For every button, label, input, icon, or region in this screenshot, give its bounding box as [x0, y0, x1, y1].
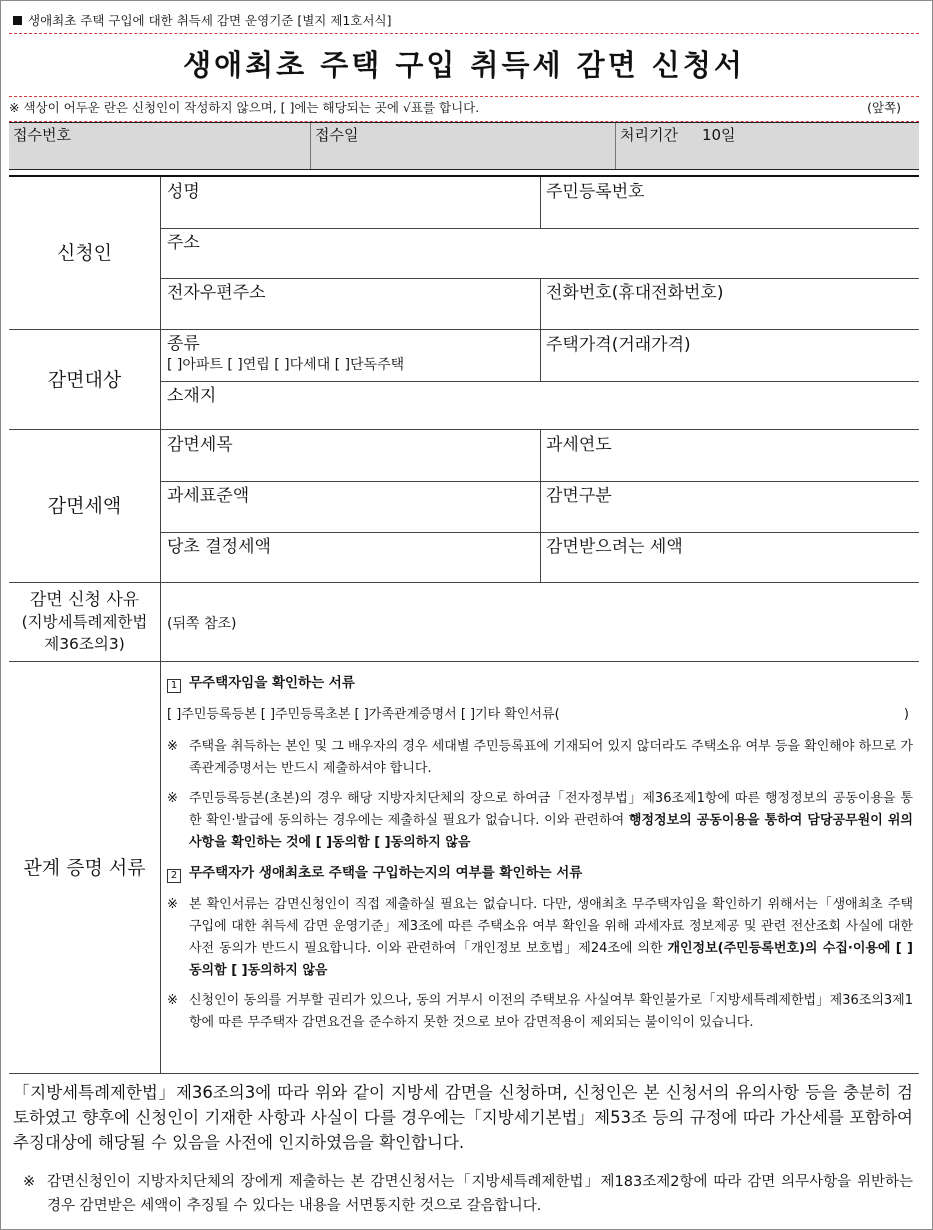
receipt-date-field — [311, 123, 616, 169]
form-reference — [9, 11, 919, 34]
processing-period-value: 10일 — [701, 126, 736, 144]
target-label: 감면대상 — [9, 330, 161, 429]
reason-label — [9, 583, 161, 661]
note1-text: 주택을 취득하는 본인 및 그 배우자의 경우 세대별 주민등록표에 기재되어 있지 않더라도 주택소유 여부 등을 확인해야 하므로 가족관계증명서는 반드시 제출하셔야 합니다. — [189, 739, 913, 776]
tax-year-field[interactable] — [540, 430, 919, 481]
location-field[interactable] — [161, 381, 919, 430]
requested-tax-field[interactable] — [540, 532, 919, 583]
processing-period-label: 처리기간 — [620, 126, 678, 144]
documents-section — [9, 662, 919, 1073]
note-mark: ※ — [167, 897, 178, 912]
kind-label: 종류 — [167, 334, 200, 354]
location-label: 소재지 — [167, 386, 217, 406]
receipt-date-label: 접수일 — [315, 126, 359, 144]
section2-heading — [167, 862, 913, 884]
receipt-number-label: 접수번호 — [13, 126, 71, 144]
page-title: 생애최초 주택 구입 취득세 감면 신청서 — [183, 48, 745, 82]
email-field[interactable] — [161, 278, 540, 330]
documents-content — [161, 662, 919, 1042]
kind-field — [161, 330, 540, 381]
side-label: (앞쪽) — [867, 100, 901, 115]
form-reference-text: 생애최초 주택 구입에 대한 취득세 감면 운영기준 [별지 제1호서식] — [28, 13, 392, 28]
requested-tax-label: 감면받으려는 세액 — [546, 537, 683, 557]
processing-period-field — [616, 123, 919, 169]
section1-title: 무주택자임을 확인하는 서류 — [189, 675, 355, 691]
number-box-icon: 1 — [167, 679, 181, 693]
phone-field[interactable] — [540, 278, 919, 330]
declaration — [9, 1073, 919, 1223]
applicant-label: 신청인 — [9, 177, 161, 329]
rrn-label: 주민등록번호 — [546, 182, 645, 202]
declaration-text: 「지방세특례제한법」제36조의3에 따라 위와 같이 지방세 감면을 신청하며, 신청인은 본 신청서의 유의사항 등을 충분히 검토하였고 향후에 신청인이 기재한 사항과 사실이 다를 경우에는「지방세기본법」제53조 등의 규정에 따라 가산세를 포함하여 추징대상에 해당될 수 있음을 사전에 인지하였음을 확인합니다. — [13, 1083, 913, 1152]
receipt-number-field — [9, 123, 311, 169]
note3-text: 본 확인서류는 감면신청인이 직접 제출하실 필요는 없습니다. 다만, 생애최초 무주택자임을 확인하기 위해서는「생애최초 주택 구입에 대한 취득세 감면 운영기준」제3조에 따른 주택소유 여부 확인을 위해 과세자료 정보제공 및 관련 전산조회 사실에 대한 사전 동의가 반드시 필요합니다. 이와 관련하여「개인정보 보호법」제24조에 의한 — [189, 897, 913, 956]
section1-heading — [167, 672, 913, 694]
original-tax-label: 당초 결정세액 — [167, 537, 271, 557]
note2-text: 주민등록등본(초본)의 경우 해당 지방자치단체의 장으로 하여금「전자정부법」제36조제1항에 따른 행정정보의 공동이용을 통한 확인·발급에 동의하는 경우에는 제출하실 필요가 없습니다. 이와 관련하여 — [189, 791, 913, 828]
email-label: 전자우편주소 — [167, 283, 266, 303]
note-mark: ※ — [167, 993, 178, 1008]
tax-item-label: 감면세목 — [167, 435, 233, 455]
note-mark: ※ — [167, 791, 178, 806]
instruction-text: ※ 색상이 어두운 란은 신청인이 작성하지 않으며, [ ]에는 해당되는 곳에 √표를 합니다. — [9, 100, 480, 115]
section2-title: 무주택자가 생애최초로 주택을 구입하는지의 여부를 확인하는 서류 — [189, 865, 583, 881]
applicant-section — [9, 177, 919, 330]
tax-year-label: 과세연도 — [546, 435, 612, 455]
kind-checkboxes[interactable]: [ ]아파트 [ ]연립 [ ]다세대 [ ]단독주택 — [167, 357, 405, 373]
reason-label-line3: 제36조의3) — [44, 635, 125, 653]
declaration-note-text: 감면신청인이 지방자치단체의 장에게 제출하는 본 감면신청서는「지방세특례제한법」제183조제2항에 따라 감면 의무사항을 위반하는 경우 감면받은 세액이 추징될 수 있다는 내용을 서면통지한 것으로 갈음합니다. — [47, 1174, 913, 1214]
note4-text: 신청인이 동의를 거부할 권리가 있으나, 동의 거부시 이전의 주택보유 사실여부 확인불가로「지방세특례제한법」제36조의3제1항에 따른 무주택자 감면요건을 준수하지 못한 것으로 보아 감면적용이 제외되는 불이익이 있습니다. — [189, 993, 913, 1030]
price-field[interactable] — [540, 330, 919, 381]
price-label: 주택가격(거래가격) — [546, 335, 691, 355]
category-label: 감면구분 — [546, 486, 612, 506]
reason-value: (뒤쪽 참조) — [167, 616, 237, 632]
phone-label: 전화번호(휴대전화번호) — [546, 283, 724, 303]
instruction-note — [9, 97, 919, 122]
reason-label-line1: 감면 신청 사유 — [29, 590, 140, 610]
tax-item-field[interactable] — [161, 430, 540, 481]
note3 — [167, 894, 913, 982]
note1 — [167, 736, 913, 780]
section1-options-end: ) — [903, 707, 909, 722]
number-box-icon: 2 — [167, 869, 181, 883]
reason-label-line2: (지방세특례제한법 — [21, 613, 148, 631]
consent-admin-info[interactable]: 행정정보의 공동이용을 통하여 담당공무원이 위의 사항을 확인하는 것에 [ ]동의함 [ ]동의하지 않음 — [189, 813, 913, 850]
receipt-section — [9, 122, 919, 170]
name-field[interactable] — [161, 177, 540, 228]
address-field[interactable] — [161, 228, 919, 278]
declaration-note — [23, 1170, 913, 1218]
note-mark: ※ — [167, 739, 178, 754]
target-section — [9, 330, 919, 430]
category-field[interactable] — [540, 481, 919, 532]
section1-options-text: [ ]주민등록등본 [ ]주민등록초본 [ ]가족관계증명서 [ ]기타 확인서류( — [167, 707, 560, 722]
note2 — [167, 788, 913, 854]
note-mark: ※ — [23, 1174, 36, 1190]
note4 — [167, 990, 913, 1034]
amount-label: 감면세액 — [9, 430, 161, 582]
address-label: 주소 — [167, 233, 200, 253]
consent-personal-info[interactable]: 개인정보(주민등록번호)의 수집·이용에 [ ]동의함 [ ]동의하지 않음 — [189, 941, 913, 978]
section1-options[interactable] — [167, 704, 913, 726]
reason-section — [9, 583, 919, 662]
documents-label: 관계 증명 서류 — [9, 662, 161, 1073]
title-row — [9, 34, 919, 97]
tax-base-field[interactable] — [161, 481, 540, 532]
amount-section — [9, 430, 919, 583]
rrn-field[interactable] — [540, 177, 919, 228]
tax-base-label: 과세표준액 — [167, 486, 250, 506]
black-square-icon — [13, 16, 22, 25]
name-label: 성명 — [167, 182, 200, 202]
original-tax-field[interactable] — [161, 532, 540, 583]
